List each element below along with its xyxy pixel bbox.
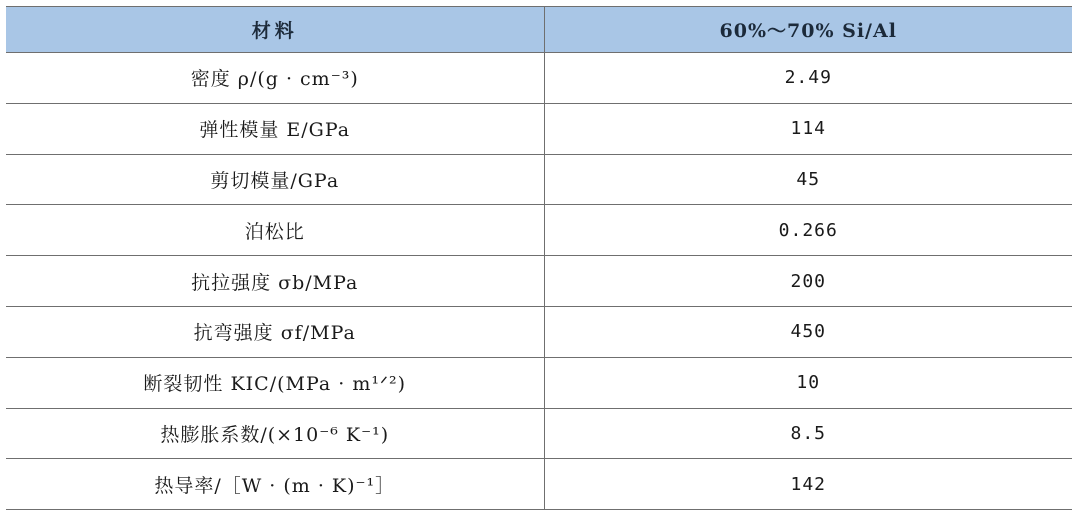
property-fracture-toughness: 断裂韧性 KIC/(MPa · m¹ᐟ²) bbox=[6, 357, 544, 408]
property-poisson-ratio: 泊松比 bbox=[6, 205, 544, 256]
table-row bbox=[6, 256, 1072, 307]
value-density: 2.49 bbox=[544, 53, 1072, 104]
value-thermal-expansion: 8.5 bbox=[544, 408, 1072, 459]
property-tensile-strength: 抗拉强度 σb/MPa bbox=[6, 256, 544, 307]
properties-table-container bbox=[6, 6, 1072, 510]
table-row bbox=[6, 53, 1072, 104]
table-row bbox=[6, 154, 1072, 205]
value-tensile-strength: 200 bbox=[544, 256, 1072, 307]
property-density: 密度 ρ/(g · cm⁻³) bbox=[6, 53, 544, 104]
property-flexural-strength: 抗弯强度 σf/MPa bbox=[6, 306, 544, 357]
value-poisson-ratio: 0.266 bbox=[544, 205, 1072, 256]
property-shear-modulus: 剪切模量/GPa bbox=[6, 154, 544, 205]
value-elastic-modulus: 114 bbox=[544, 103, 1072, 154]
value-thermal-conductivity: 142 bbox=[544, 459, 1072, 510]
property-thermal-conductivity: 热导率/［W · (m · K)⁻¹］ bbox=[6, 459, 544, 510]
table-row bbox=[6, 103, 1072, 154]
property-elastic-modulus: 弹性模量 E/GPa bbox=[6, 103, 544, 154]
table-row bbox=[6, 357, 1072, 408]
value-flexural-strength: 450 bbox=[544, 306, 1072, 357]
value-fracture-toughness: 10 bbox=[544, 357, 1072, 408]
material-properties-table bbox=[6, 6, 1072, 510]
header-row bbox=[6, 7, 1072, 53]
header-material: 材料 bbox=[6, 7, 544, 53]
table-body bbox=[6, 53, 1072, 510]
header-composition: 60%～70% Si/Al bbox=[544, 7, 1072, 53]
table-row bbox=[6, 205, 1072, 256]
table-header bbox=[6, 7, 1072, 53]
property-thermal-expansion: 热膨胀系数/(×10⁻⁶ K⁻¹) bbox=[6, 408, 544, 459]
table-row bbox=[6, 306, 1072, 357]
value-shear-modulus: 45 bbox=[544, 154, 1072, 205]
table-row bbox=[6, 459, 1072, 510]
table-row bbox=[6, 408, 1072, 459]
